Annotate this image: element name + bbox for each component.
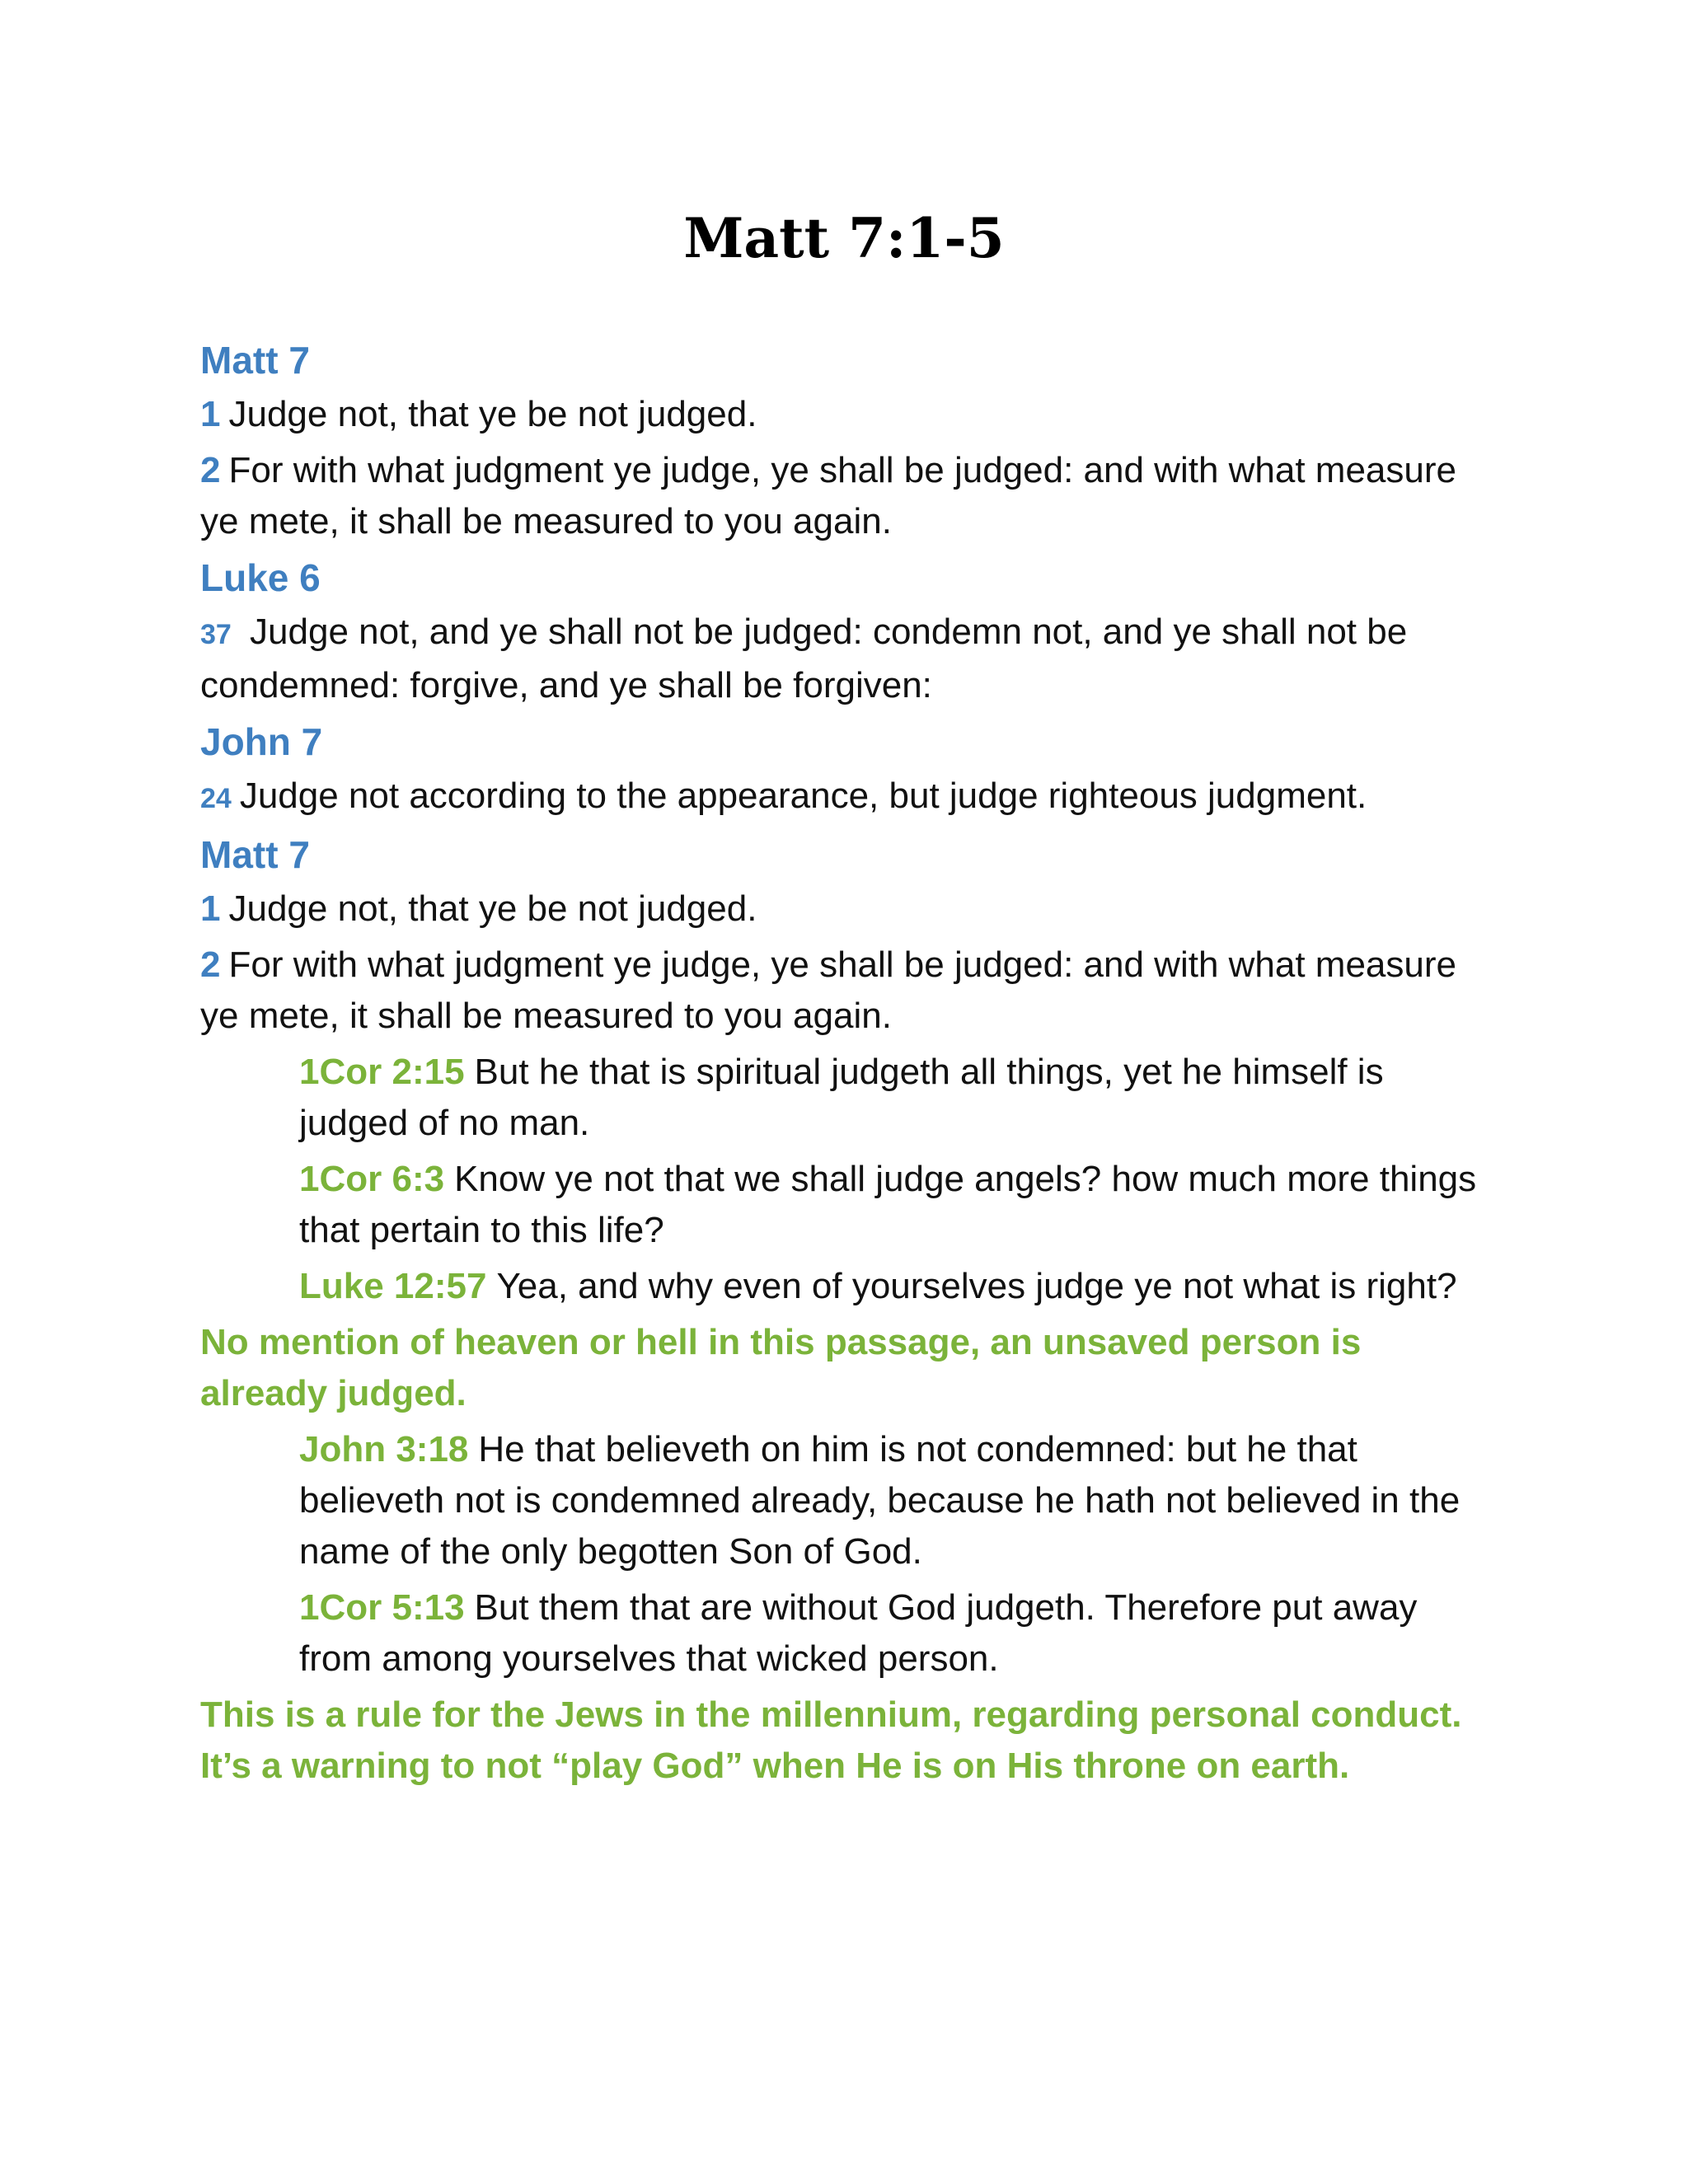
cross-reference-text: But he that is spiritual judgeth all things, yet he himself is judged of no man. [299,1052,1384,1143]
cross-reference [299,1261,1486,1312]
verse-number: 2 [200,944,221,985]
verse [200,445,1486,547]
cross-reference-citation: John 3:18 [299,1429,469,1469]
page-title: Matt 7:1-5 [683,206,1005,270]
passage-heading: Luke 6 [200,556,321,599]
cross-reference-citation: 1Cor 5:13 [299,1587,465,1628]
cross-reference [299,1424,1486,1577]
cross-reference-citation: Luke 12:57 [299,1266,487,1306]
verse-text: Judge not, and ye shall not be judged: condemn not, and ye shall not be condemned: forgive, and ye shall be forgiven: [200,612,1408,705]
passage-heading: John 7 [200,720,323,763]
verse-number: 1 [200,888,221,929]
verse-text: Judge not, that ye be not judged. [228,888,757,929]
commentary-note: No mention of heaven or hell in this passage, an unsaved person is already judged. [200,1322,1362,1413]
verse-text: For with what judgment ye judge, ye shall be judged: and with what measure ye mete, it shall be measured to you again. [200,450,1456,541]
cross-reference-citation: 1Cor 6:3 [299,1159,445,1199]
verse-number: 1 [200,394,221,434]
verse [200,607,1486,711]
verse-text: Judge not, that ye be not judged. [228,394,757,434]
passage-heading: Matt 7 [200,833,310,876]
document-body [200,330,1486,1797]
verse [200,883,1486,935]
cross-reference-text: But them that are without God judgeth. Therefore put away from among yourselves that wicked person. [299,1587,1418,1679]
cross-reference [299,1582,1486,1685]
cross-reference-text: Yea, and why even of yourselves judge ye not what is right? [496,1266,1457,1306]
verse [200,389,1486,440]
cross-reference-text: He that believeth on him is not condemned: but he that believeth not is condemned already, because he hath not believed in the name of the only begotten Son of God. [299,1429,1461,1572]
cross-reference-citation: 1Cor 2:15 [299,1052,465,1092]
verse-number: 2 [200,450,221,490]
verse [200,940,1486,1042]
verse-number: 37 [200,619,232,650]
cross-reference [299,1154,1486,1256]
verse-text: For with what judgment ye judge, ye shall be judged: and with what measure ye mete, it shall be measured to you again. [200,944,1456,1036]
cross-reference [299,1047,1486,1149]
verse-text: Judge not according to the appearance, but judge righteous judgment. [239,776,1367,816]
verse-number: 24 [200,783,232,814]
verse [200,771,1486,824]
commentary-note: This is a rule for the Jews in the millennium, regarding personal conduct. It’s a warning to not “play God” when He is on His throne on earth. [200,1694,1462,1786]
passage-heading: Matt 7 [200,339,310,382]
cross-reference-text: Know ye not that we shall judge angels? how much more things that pertain to this life? [299,1159,1477,1250]
